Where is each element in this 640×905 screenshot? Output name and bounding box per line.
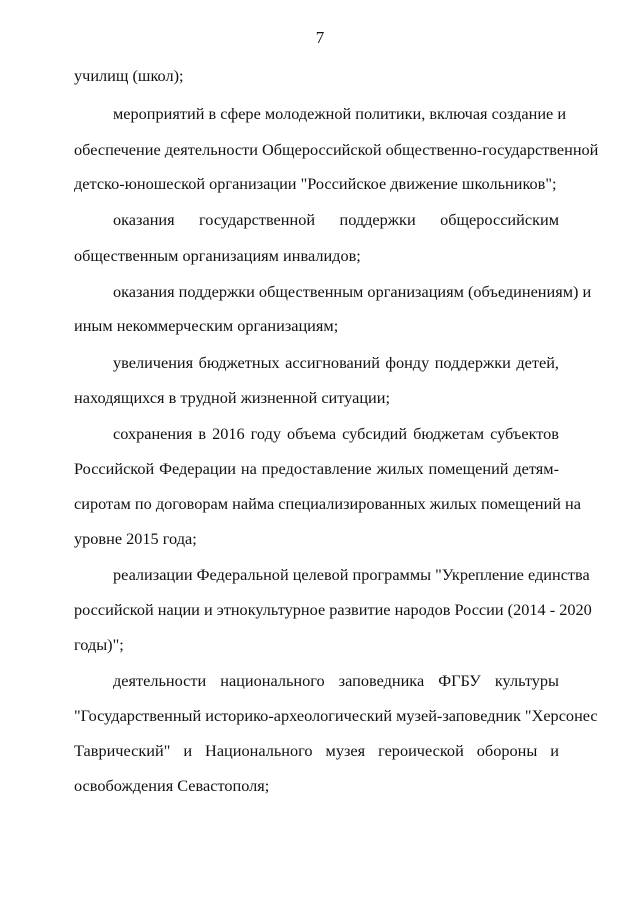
text-line: российской нации и этнокультурное развитие народов России (2014 - 2020 (74, 600, 592, 619)
page-number: 7 (315, 28, 325, 47)
text-line: годы)"; (74, 635, 124, 654)
text-line: общественным организациям инвалидов; (74, 246, 361, 265)
text-line: "Государственный историко-археологический музей-заповедник "Херсонес (74, 706, 598, 725)
paragraph-first-line: мероприятий в сфере молодежной политики, включая создание и (113, 104, 567, 123)
paragraph-first-line: оказания государственной поддержки общероссийским (113, 210, 559, 229)
text-line: обеспечение деятельности Общероссийской общественно-государственной (74, 140, 599, 159)
text-line: находящихся в трудной жизненной ситуации; (74, 388, 390, 407)
text-line: училищ (школ); (74, 66, 184, 85)
text-line: Российской Федерации на предоставление жилых помещений детям- (74, 459, 559, 478)
text-line: Таврический" и Национального музея героической обороны и (74, 741, 559, 760)
paragraph-first-line: реализации Федеральной целевой программы "Укрепление единства (113, 565, 590, 584)
text-line: детско-юношеской организации "Российское движение школьников"; (74, 174, 557, 193)
text-line: иным некоммерческим организациям; (74, 316, 339, 335)
text-line: уровне 2015 года; (74, 529, 197, 548)
paragraph-first-line: деятельности национального заповедника ФГБУ культуры (113, 671, 559, 690)
paragraph-first-line: оказания поддержки общественным организациям (объединениям) и (113, 282, 592, 301)
text-line: освобождения Севастополя; (74, 776, 270, 795)
paragraph-first-line: сохранения в 2016 году объема субсидий бюджетам субъектов (113, 424, 559, 443)
paragraph-first-line: увеличения бюджетных ассигнований фонду поддержки детей, (113, 353, 559, 372)
text-line: сиротам по договорам найма специализированных жилых помещений на (74, 494, 581, 513)
